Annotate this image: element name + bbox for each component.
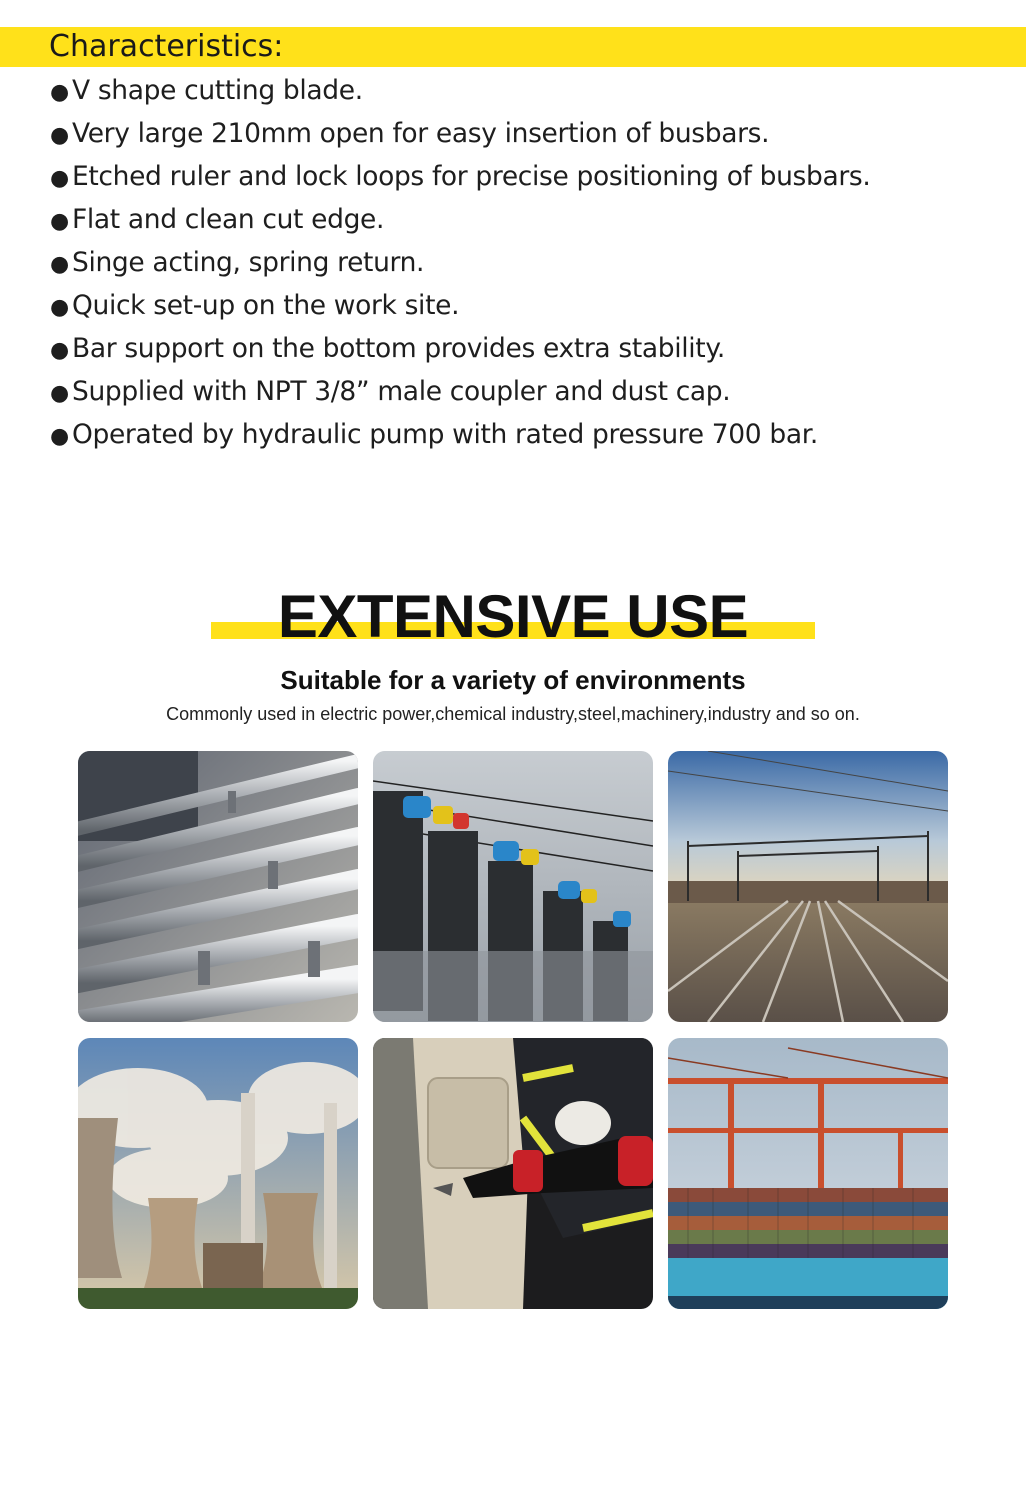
- characteristics-list: [50, 70, 1010, 457]
- characteristic-text: Etched ruler and lock loops for precise positioning of busbars.: [72, 161, 871, 192]
- bullet-icon: ●: [50, 295, 69, 320]
- characteristic-item: [50, 156, 1010, 199]
- photo-container-port-cranes: [668, 1038, 948, 1309]
- characteristic-text: Singe acting, spring return.: [72, 247, 425, 278]
- bullet-icon: ●: [50, 424, 69, 449]
- characteristic-text: Very large 210mm open for easy insertion of busbars.: [72, 118, 770, 149]
- extensive-use-subtitle: Suitable for a variety of environments: [280, 665, 746, 695]
- characteristic-item: [50, 328, 1010, 371]
- bullet-icon: ●: [50, 209, 69, 234]
- photo-railway-tracks: [668, 751, 948, 1022]
- characteristic-item: [50, 285, 1010, 328]
- characteristic-text: V shape cutting blade.: [72, 75, 363, 106]
- extensive-use-title: EXTENSIVE USE: [277, 583, 749, 650]
- characteristic-item: [50, 70, 1010, 113]
- characteristic-text: Operated by hydraulic pump with rated pressure 700 bar.: [72, 419, 818, 450]
- characteristics-title: Characteristics:: [49, 29, 284, 64]
- bullet-icon: ●: [50, 381, 69, 406]
- bullet-icon: ●: [50, 338, 69, 363]
- photo-power-plant-cooling-towers: [78, 1038, 358, 1309]
- characteristic-text: Bar support on the bottom provides extra stability.: [72, 333, 725, 364]
- characteristic-item: [50, 414, 1010, 457]
- photo-rescue-cutter-in-use: [373, 1038, 653, 1309]
- characteristic-item: [50, 242, 1010, 285]
- photo-industrial-pipes: [78, 751, 358, 1022]
- extensive-use-description: Commonly used in electric power,chemical industry,steel,machinery,industry and so on.: [166, 704, 860, 724]
- characteristic-item: [50, 113, 1010, 156]
- bullet-icon: ●: [50, 166, 69, 191]
- characteristic-text: Supplied with NPT 3/8” male coupler and dust cap.: [72, 376, 731, 407]
- photo-substation-insulators: [373, 751, 653, 1022]
- bullet-icon: ●: [50, 252, 69, 277]
- characteristic-text: Quick set-up on the work site.: [72, 290, 460, 321]
- characteristic-item: [50, 199, 1010, 242]
- bullet-icon: ●: [50, 80, 69, 105]
- characteristic-text: Flat and clean cut edge.: [72, 204, 385, 235]
- characteristic-item: [50, 371, 1010, 414]
- bullet-icon: ●: [50, 123, 69, 148]
